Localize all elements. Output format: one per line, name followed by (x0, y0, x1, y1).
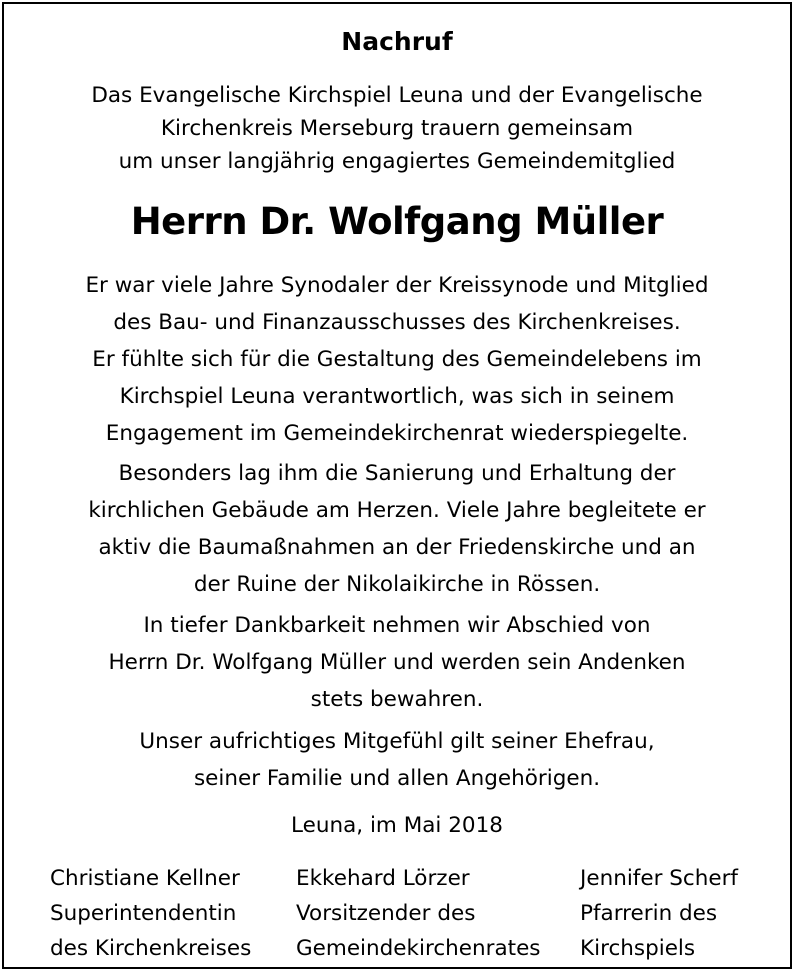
paragraph-service (4, 267, 790, 452)
paragraph-line: Er war viele Jahre Synodaler der Kreissynode und Mitglied (85, 273, 709, 298)
signatory-role: des Kirchenkreises (50, 936, 252, 961)
paragraph-line: Kirchspiel Leuna verantwortlich, was sich in seinem (119, 384, 675, 409)
paragraph-line: seiner Familie und allen Angehörigen. (193, 766, 601, 791)
paragraph-line: Besonders lag ihm die Sanierung und Erhaltung der (118, 461, 676, 486)
paragraph-gratitude (4, 607, 790, 718)
signatory-role: Gemeindekirchenrates (296, 936, 541, 961)
paragraph-buildings (4, 455, 790, 603)
paragraph-line: des Bau- und Finanzausschusses des Kirchenkreises. (113, 310, 681, 335)
intro-line: um unser langjährig engagiertes Gemeindemitglied (118, 149, 676, 174)
paragraph-condolence (4, 723, 790, 797)
deceased-name: Herrn Dr. Wolfgang Müller (130, 200, 664, 243)
signatory-scherf (580, 861, 738, 966)
obituary-heading: Nachruf (341, 27, 453, 56)
paragraph-line: In tiefer Dankbarkeit nehmen wir Abschied von (143, 613, 651, 638)
paragraph-line: Herrn Dr. Wolfgang Müller und werden sein Andenken (108, 650, 686, 675)
signatory-loerzer (296, 861, 541, 966)
intro-line: Kirchenkreis Merseburg trauern gemeinsam (160, 116, 634, 141)
paragraph-line: der Ruine der Nikolaikirche in Rössen. (193, 572, 601, 597)
signatory-name: Ekkehard Lörzer (296, 866, 470, 891)
signatory-role: Superintendentin (50, 901, 237, 926)
signatory-name: Christiane Kellner (50, 866, 240, 891)
place-date: Leuna, im Mai 2018 (291, 813, 503, 838)
paragraph-line: stets bewahren. (310, 687, 484, 712)
signatory-role: Pfarrerin des (580, 901, 718, 926)
signatory-kellner (50, 861, 251, 966)
obituary-frame (2, 2, 792, 969)
paragraph-line: Engagement im Gemeindekirchenrat wiederspiegelte. (105, 421, 689, 446)
intro-text (4, 79, 790, 178)
signatory-name: Jennifer Scherf (580, 866, 738, 891)
paragraph-line: aktiv die Baumaßnahmen an der Friedenskirche und an (98, 535, 696, 560)
signatory-role: Vorsitzender des (296, 901, 476, 926)
intro-line: Das Evangelische Kirchspiel Leuna und der Evangelische (91, 83, 703, 108)
paragraph-line: Unser aufrichtiges Mitgefühl gilt seiner Ehefrau, (139, 729, 655, 754)
paragraph-line: Er fühlte sich für die Gestaltung des Gemeindelebens im (92, 347, 702, 372)
signatory-role: Kirchspiels (580, 936, 696, 961)
paragraph-line: kirchlichen Gebäude am Herzen. Viele Jahre begleitete er (88, 498, 706, 523)
